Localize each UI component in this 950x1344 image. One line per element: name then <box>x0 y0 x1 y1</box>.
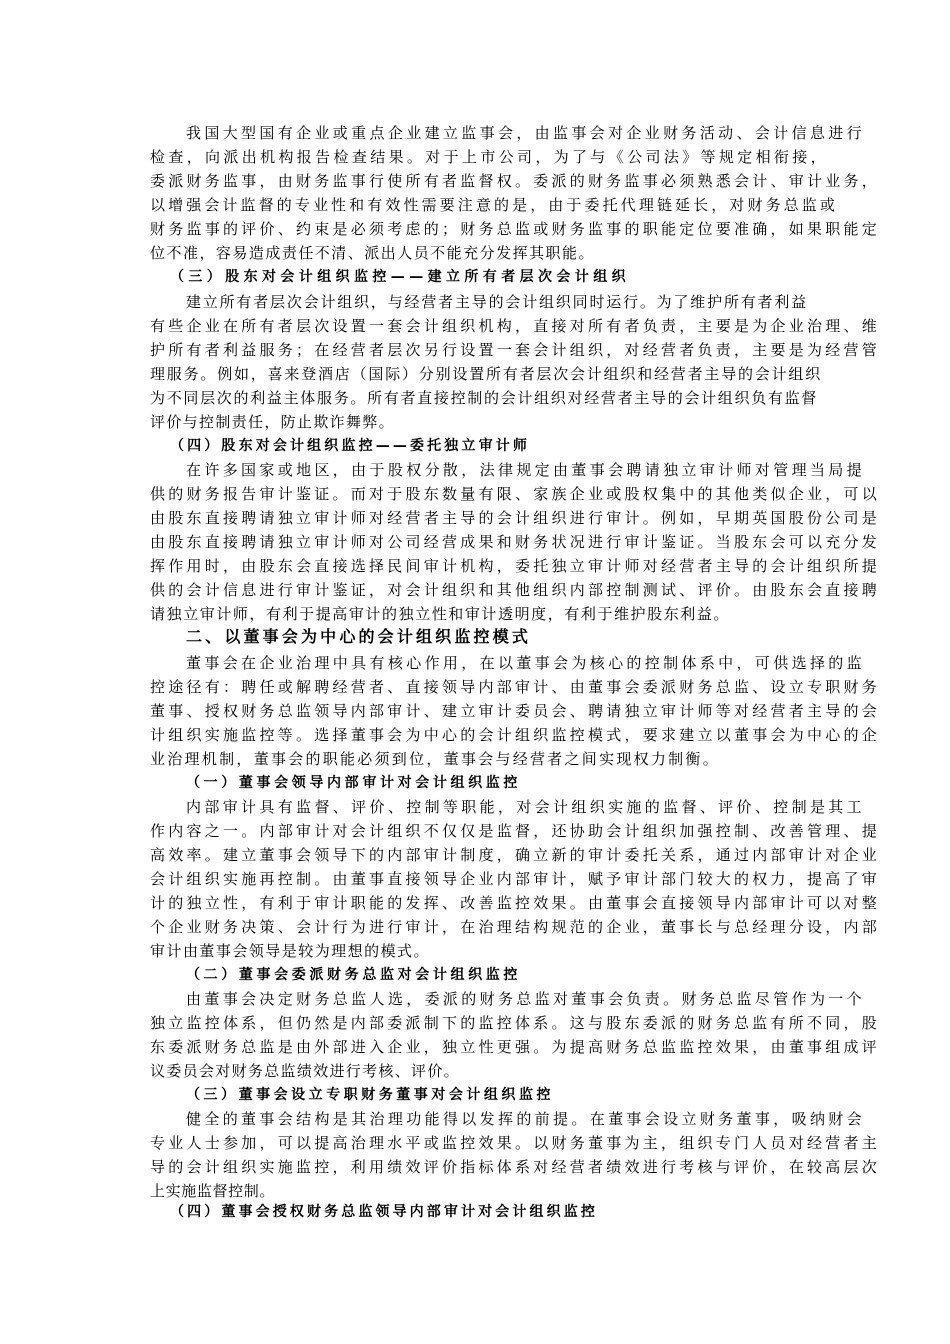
section-heading: （三）股东对会计组织监控——建立所有者层次会计组织 <box>170 269 630 285</box>
body-text-line: 评价与控制责任，防止欺诈舞弊。 <box>150 413 395 431</box>
body-text-line: 由董事会决定财务总监人选，委派的财务总监对董事会负责。财务总监尽管作为一个 <box>186 990 865 1008</box>
body-text-line: 东委派财务总监是由外部进入企业，独立性更强。为提高财务总监监控效果，由董事组成评 <box>150 1038 881 1056</box>
body-text-line: 独立监控体系，但仍然是内部委派制下的监控体系。这与股东委派的财务总监有所不同，股 <box>150 1014 881 1032</box>
body-text-line: 以增强会计监督的专业性和有效性需要注意的是，由于委托代理链延长，对财务总监或 <box>150 196 838 214</box>
body-text-line: 为不同层次的利益主体服务。所有者直接控制的会计组织对经营者主导的会计组织负有监督 <box>150 389 819 407</box>
body-text-line: 上实施监督控制。 <box>150 1182 275 1200</box>
body-text-line: 财务监事的评价、约束是必须考虑的；财务总监或财务监事的职能定位要准确，如果职能定 <box>150 220 881 238</box>
body-text-line: 计的独立性，有利于审计职能的发挥、改善监控效果。由董事会直接领导内部审计可以对整 <box>150 894 881 912</box>
section-heading: （三）董事会设立专职财务董事对会计组织监控 <box>186 1087 555 1103</box>
body-text-line: 检查，向派出机构报告检查结果。对于上市公司，为了与《公司法》等规定相衔接， <box>150 148 829 166</box>
body-text-line: 董事会在企业治理中具有核心作用，在以董事会为核心的控制体系中，可供选择的监 <box>186 654 865 672</box>
body-text-line: 位不准，容易造成责任不清、派出人员不能充分发挥其职能。 <box>150 244 595 262</box>
body-text-line: 导的会计组织实施监控，利用绩效评价指标体系对经营者绩效进行考核与评价，在较高层次 <box>150 1158 881 1176</box>
body-text-line: 请独立审计师，有利于提高审计的独立性和审计透明度，有利于维护股东利益。 <box>150 605 730 623</box>
body-text-line: 我国大型国有企业或重点企业建立监事会，由监事会对企业财务活动、会计信息进行 <box>186 124 865 142</box>
body-text-line: 控途径有：聘任或解聘经营者、直接领导内部审计、由董事会委派财务总监、设立专职财务 <box>150 678 881 696</box>
body-text-line: 高效率。建立董事会领导下的内部审计制度，确立新的审计委托关系，通过内部审计对企业 <box>150 846 881 864</box>
body-text-line: 董事、授权财务总监领导内部审计、建立审计委员会、聘请独立审计师等对经营者主导的会 <box>150 702 881 720</box>
body-text-line: 由股东直接聘请独立审计师对经营者主导的会计组织进行审计。例如，早期英国股份公司是 <box>150 509 881 527</box>
body-text-line: 作内容之一。内部审计对会计组织不仅仅是监督，还协助会计组织加强控制、改善管理、提 <box>150 822 881 840</box>
body-text-line: 护所有者利益服务；在经营者层次另行设置一套会计组织，对经营者负责，主要是为经营管 <box>150 341 881 359</box>
body-text-line: 专业人士参加，可以提高治理水平或监控效果。以财务董事为主，组织专门人员对经营者主 <box>150 1134 881 1152</box>
body-text-line: 在许多国家或地区，由于股权分散，法律规定由董事会聘请独立审计师对管理当局提 <box>186 461 865 479</box>
section-heading: （四）董事会授权财务总监领导内部审计对会计组织监控 <box>170 1204 598 1220</box>
body-text-line: 内部审计具有监督、评价、控制等职能，对会计组织实施的监督、评价、控制是其工 <box>186 798 865 816</box>
body-text-line: 由股东直接聘请独立审计师对公司经营成果和财务状况进行审计鉴证。当股东会可以充分发 <box>150 533 881 551</box>
body-text-line: 个企业财务决策、会计行为进行审计，在治理结构规范的企业，董事长与总经理分设，内部 <box>150 918 881 936</box>
section-heading: （四）股东对会计组织监控——委托独立审计师 <box>170 438 531 454</box>
body-text-line: 理服务。例如，喜来登酒店（国际）分别设置所有者层次会计组织和经营者主导的会计组织 <box>150 365 823 383</box>
body-text-line: 会计组织实施再控制。由董事直接领导企业内部审计，赋予审计部门较大的权力，提高了审 <box>150 870 881 888</box>
body-text-line: 委派财务监事，由财务监事行使所有者监督权。委派的财务监事必须熟悉会计、审计业务， <box>150 172 881 190</box>
body-text-line: 有些企业在所有者层次设置一套会计组织机构，直接对所有者负责，主要是为企业治理、维 <box>150 317 881 335</box>
body-text-line: 议委员会对财务总监绩效进行考核、评价。 <box>150 1062 460 1080</box>
section-heading: （一）董事会领导内部审计对会计组织监控 <box>186 775 522 791</box>
body-text-line: 健全的董事会结构是其治理功能得以发挥的前提。在董事会设立财务董事，吸纳财会 <box>186 1110 865 1128</box>
body-text-line: 审计由董事会领导是较为理想的模式。 <box>150 942 430 960</box>
body-text-line: 计组织实施监控等。选择董事会为中心的会计组织监控模式，要求建立以董事会为中心的企 <box>150 726 881 744</box>
body-text-line: 供的财务报告审计鉴证。而对于股东数量有限、家族企业或股权集中的其他类似企业，可以 <box>150 485 881 503</box>
body-text-line: 建立所有者层次会计组织，与经营者主导的会计组织同时运行。为了维护所有者利益 <box>186 293 808 311</box>
body-text-line: 挥作用时，由股东会直接选择民间审计机构，委托独立审计师对经营者主导的会计组织所提 <box>150 557 881 575</box>
body-text-line: 业治理机制，董事会的职能必须到位，董事会与经营者之间实现权力制衡。 <box>150 750 720 768</box>
body-text-line: 供的会计信息进行审计鉴证，对会计组织和其他组织内部控制测试、评价。由股东会直接聘 <box>150 581 881 599</box>
section-heading: （二）董事会委派财务总监对会计组织监控 <box>186 967 522 983</box>
chapter-heading: 二、以董事会为中心的会计组织监控模式 <box>186 627 531 646</box>
